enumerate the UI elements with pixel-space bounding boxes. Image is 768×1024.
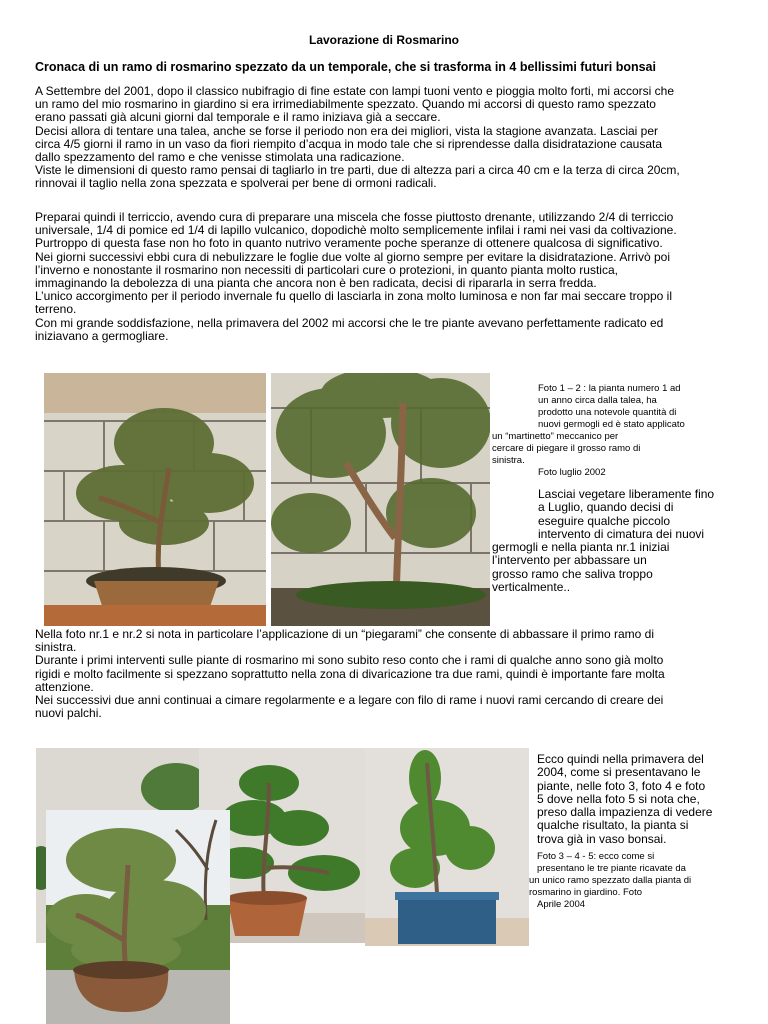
caption-line: piante, nelle foto 3, foto 4 e foto	[537, 778, 706, 793]
text-line: un ramo del mio rosmarino in giardino si era irrimediabilmente spezzato. Quando mi accorsi di questo ramo spezzato	[35, 97, 656, 112]
photo-1	[44, 373, 266, 626]
text-line: rigidi e molto facilmente si spezzano soprattutto nella zona di divaricazione tra due rami, quindi è importante fare molta	[35, 666, 665, 681]
paragraph-preparation	[35, 211, 735, 343]
text-line: erano passati già alcuni giorni dal temporale e il ramo iniziava già a seccare.	[35, 110, 441, 125]
text-line: dallo spezzamento del ramo e che venisse stimolata una radicazione.	[35, 150, 405, 165]
text-line: circa 4/5 giorni il ramo in un vaso da fiori riempito d’acqua in modo tale che si riprendesse dalla disidratazione causata	[35, 136, 662, 151]
caption-july-work	[492, 488, 714, 594]
text-line: Nei giorni successivi ebbi cura di nebulizzare le foglie due volte al giorno sempre per evitare la disidratazione. Arrivò poi	[35, 249, 670, 264]
caption-line: Foto 1 – 2 : la pianta numero 1 ad	[538, 383, 681, 394]
text-line: Decisi allora di tentare una talea, anche se forse il periodo non era dei migliori, vista la stagione avanzata. Lasciai per	[35, 123, 659, 138]
caption-line: preso dalla impazienza di vedere	[537, 805, 713, 820]
caption-line: eseguire qualche piccolo	[538, 513, 671, 528]
page-subtitle: Cronaca di un ramo di rosmarino spezzato da un temporale, che si trasforma in 4 bellissimi futuri bonsai	[35, 60, 656, 74]
text-line: universale, 1/4 di pomice ed 1/4 di lapillo vulcanico, dopodichè molto semplicemente infilai i rami nei vasi da coltivazione.	[35, 223, 677, 238]
text-line: attenzione.	[35, 679, 94, 694]
text-line: terreno.	[35, 302, 77, 317]
text-line: rinnovai il taglio nella zona spezzata e spolverai per bene di ormoni radicali.	[35, 176, 437, 191]
photo-2	[271, 373, 490, 626]
caption-line: Ecco quindi nella primavera del	[537, 752, 704, 766]
text-line: nuovi palchi.	[35, 706, 102, 721]
caption-line: verticalmente..	[492, 580, 571, 595]
caption-line: Lasciai vegetare liberamente fino	[538, 487, 715, 501]
caption-line: un anno circa dalla talea, ha	[538, 395, 657, 406]
caption-line: grosso ramo che saliva troppo	[492, 566, 653, 581]
text-line: immaginando la debolezza di una pianta che ancora non è ben radicata, decisi di ripararla in serra fredda.	[35, 276, 597, 291]
text-line: Nella foto nr.1 e nr.2 si nota in particolare l’applicazione di un “piegarami” che consente di abbassare il primo ramo di	[35, 627, 655, 641]
caption-line: Foto luglio 2002	[538, 467, 606, 478]
caption-line: cercare di piegare il grosso ramo di	[492, 443, 641, 454]
text-line: Purtroppo di questa fase non ho foto in quanto nutrivo veramente poche speranze di ottenere qualcosa di significativo.	[35, 236, 663, 251]
text-line: Con mi grande soddisfazione, nella primavera del 2002 mi accorsi che le tre piante avevano perfettamente radicato ed	[35, 315, 664, 330]
caption-photo-1-2	[492, 383, 685, 479]
caption-line: germogli e nella pianta nr.1 iniziai	[492, 540, 670, 555]
caption-line: prodotto una notevole quantità di	[538, 407, 677, 418]
photo-6	[46, 810, 230, 1024]
caption-line: un unico ramo spezzato dalla pianta di	[529, 875, 692, 886]
caption-line: 2004, come si presentavano le	[537, 765, 701, 780]
paragraph-intro	[35, 85, 735, 191]
caption-photo-date	[529, 851, 691, 911]
caption-line: l’intervento per abbassare un	[492, 553, 647, 568]
caption-line: rosmarino in giardino. Foto	[529, 887, 642, 898]
text-line: l’inverno e nonostante il rosmarino non necessiti di particolari cure o protezioni, in quanto pianta molto rustica,	[35, 262, 618, 277]
text-line: Durante i primi interventi sulle piante di rosmarino mi sono subito reso conto che i rami di qualche anno sono già molto	[35, 653, 664, 668]
text-line: iniziavano a germogliare.	[35, 328, 169, 343]
caption-line: a Luglio, quando decisi di	[538, 500, 674, 515]
caption-line: intervento di cimatura dei nuovi	[538, 526, 705, 541]
caption-line: Foto 3 – 4 - 5: ecco come si	[537, 851, 655, 862]
text-line: A Settembre del 2001, dopo il classico nubifragio di fine estate con lampi tuoni vento e pioggia molto forti, mi accorsi che	[35, 84, 675, 98]
text-line: Nei successivi due anni continuai a cimare regolarmente e a legare con filo di rame i nuovi rami cercando di creare dei	[35, 693, 664, 708]
caption-line: 5 dove nella foto 5 si nota che,	[537, 791, 700, 806]
text-line: Preparai quindi il terriccio, avendo cura di preparare una miscela che fosse piuttosto drenante, utilizzando 2/4 di terriccio	[35, 210, 674, 224]
caption-line: presentano le tre piante ricavate da	[537, 863, 686, 874]
text-line: L’unico accorgimento per il periodo invernale fu quello di lasciarla in zona molto luminosa e non far mai seccare troppo il	[35, 289, 673, 304]
text-line: sinistra.	[35, 640, 77, 655]
caption-line: Aprile 2004	[537, 899, 586, 910]
caption-line: sinistra.	[492, 455, 525, 466]
page-title: Lavorazione di Rosmarino	[308, 33, 460, 47]
photo-5	[365, 748, 529, 946]
caption-line: trova già in vaso bonsai.	[537, 831, 667, 846]
paragraph-bending	[35, 628, 735, 720]
caption-line: nuovi germogli ed è stato applicato	[538, 419, 685, 430]
caption-line: qualche risultato, la pianta si	[537, 818, 689, 833]
caption-line: un “martinetto” meccanico per	[492, 431, 619, 442]
text-line: Viste le dimensioni di questo ramo pensai di tagliarlo in tre parti, due di altezza pari a circa 40 cm e la terza di circa 20cm,	[35, 163, 680, 178]
caption-photo-3-4-5	[529, 753, 712, 846]
